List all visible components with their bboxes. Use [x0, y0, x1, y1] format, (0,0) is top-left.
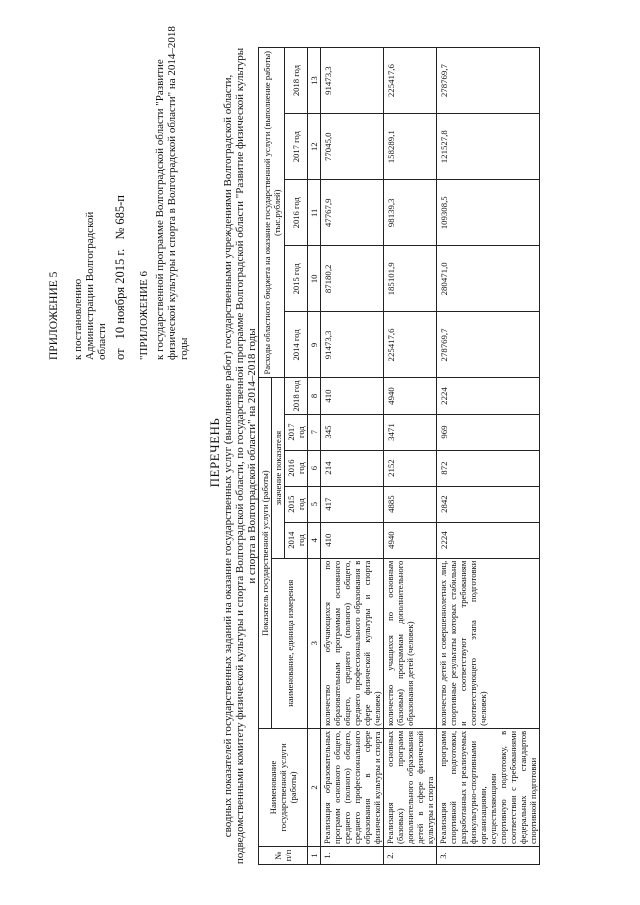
indicator-value: 4885	[384, 486, 437, 522]
header-service-name: Наименование государственной услуги (работы)	[259, 728, 308, 846]
indicator-value: 2224	[437, 522, 540, 558]
indicator-value: 410	[321, 522, 384, 558]
header-year: 2017 год	[285, 414, 308, 450]
column-number-row	[308, 48, 321, 865]
document-subtitle: сводных показателей государственных заданий на оказание государственных услуг (выполнение работ) государственными учреждениями Волгоградской области, подведомственными комитету физической культуры и спорта Волгоградской области, по государственной программе Волгоградской области "Развитие физической культуры и спорта в Волгоградской области" на 2014–2018 годы	[222, 47, 258, 865]
expense-value: 158289,1	[384, 114, 437, 180]
expense-value: 185101,9	[384, 246, 437, 312]
expense-value: 87180,2	[321, 246, 384, 312]
indicator-value: 969	[437, 414, 540, 450]
indicator-value: 2224	[437, 378, 540, 414]
column-number: 11	[308, 180, 321, 246]
table-row	[321, 48, 384, 865]
header-num: № п/п	[259, 846, 308, 864]
header-year: 2015 год	[285, 246, 308, 312]
indicator-value: 3471	[384, 414, 437, 450]
column-number: 5	[308, 486, 321, 522]
indicator-value: 410	[321, 378, 384, 414]
service-name: Реализация образовательных программ основного общего, среднего (полного) общего, среднего профессионального образования в сфере физической культуры и спорта	[321, 728, 384, 846]
resolution-reference: к постановлению Администрации Волгоградской области	[72, 211, 108, 360]
resolution-date: 10 ноября 2015 г.	[113, 248, 127, 340]
column-number: 4	[308, 522, 321, 558]
column-number: 13	[308, 48, 321, 114]
document-title: ПЕРЕЧЕНЬ	[207, 417, 222, 488]
program-reference: к государственной программе Волгоградской области "Развитие физической культуры и спорта в Волгоградской области" на 2014–2018 годы	[154, 26, 190, 360]
indicator-value: 4940	[384, 522, 437, 558]
indicator-name: количество детей и совершеннолетних лиц, спортивные результаты которых стабильны и соответствуют требованиям соответствующего этапа подготовки (человек)	[437, 558, 540, 728]
column-number: 1	[308, 846, 321, 864]
resolution-date-line	[114, 189, 126, 360]
expense-value: 278769,7	[437, 312, 540, 378]
table-row	[384, 48, 437, 865]
header-indicator-name: наименование, единица измерения	[272, 558, 308, 728]
expense-value: 91473,3	[321, 48, 384, 114]
appendix6-label: "ПРИЛОЖЕНИЕ 6	[138, 270, 150, 360]
header-year: 2015 год	[285, 486, 308, 522]
column-number: 10	[308, 246, 321, 312]
expense-value: 47767,9	[321, 180, 384, 246]
expense-value: 77045,0	[321, 114, 384, 180]
indicator-value: 2152	[384, 450, 437, 486]
column-number: 12	[308, 114, 321, 180]
indicators-table	[258, 47, 540, 865]
indicator-value: 345	[321, 414, 384, 450]
expense-value: 225417,6	[384, 48, 437, 114]
date-prefix: от	[113, 348, 127, 360]
header-year: 2016 год	[285, 450, 308, 486]
appendix-label: ПРИЛОЖЕНИЕ 5	[48, 271, 60, 360]
indicator-value: 2842	[437, 486, 540, 522]
indicator-value: 872	[437, 450, 540, 486]
header-year: 2018 год	[285, 48, 308, 114]
indicator-value: 4940	[384, 378, 437, 414]
column-number: 3	[308, 558, 321, 728]
expense-value: 98139,3	[384, 180, 437, 246]
expense-value: 121527,8	[437, 114, 540, 180]
row-num: 2.	[384, 846, 437, 864]
expense-value: 225417,6	[384, 312, 437, 378]
service-name: Реализация основных (базовых) программ дополнительного образования детей в сфере физической культуры и спорта	[384, 728, 437, 846]
column-number: 7	[308, 414, 321, 450]
column-number: 2	[308, 728, 321, 846]
header-year: 2018 год	[285, 378, 308, 414]
expense-value: 91473,3	[321, 312, 384, 378]
header-indicator-value: значение показателя	[272, 378, 285, 558]
expense-value: 109308,5	[437, 180, 540, 246]
expense-value: 278769,7	[437, 48, 540, 114]
indicator-value: 214	[321, 450, 384, 486]
indicator-name: количество обучающихся по образовательным программам основного общего, среднего (полного) общего, среднего профессионального образования в сфере физической культуры и спорта (человек)	[321, 558, 384, 728]
service-name: Реализация программ спортивной подготовки, разработанных и реализуемых физкультурно-спортивными организациями, осуществляющими спортивную подготовку, в соответствии с требованиями федеральных стандартов спортивной подготовки	[437, 728, 540, 846]
indicator-name: количество учащихся по основным (базовым) программам дополнительного образования детей (человек)	[384, 558, 437, 728]
row-num: 3.	[437, 846, 540, 864]
indicator-value: 417	[321, 486, 384, 522]
header-year: 2017 год	[285, 114, 308, 180]
header-year: 2014 год	[285, 312, 308, 378]
header-year: 2016 год	[285, 180, 308, 246]
header-expenses: Расходы областного бюджета на оказание государственной услуги (выполнение работы) (тыс.рублей)	[259, 48, 285, 378]
column-number: 9	[308, 312, 321, 378]
table-row	[437, 48, 540, 865]
header-year: 2014 год	[285, 522, 308, 558]
header-row-1	[259, 48, 272, 865]
row-num: 1.	[321, 846, 384, 864]
column-number: 8	[308, 378, 321, 414]
expense-value: 280471,0	[437, 246, 540, 312]
column-number: 6	[308, 450, 321, 486]
header-indicator-group: Показатель государственной услуги (работы)	[259, 378, 272, 728]
resolution-number: № 685-п	[113, 195, 127, 240]
